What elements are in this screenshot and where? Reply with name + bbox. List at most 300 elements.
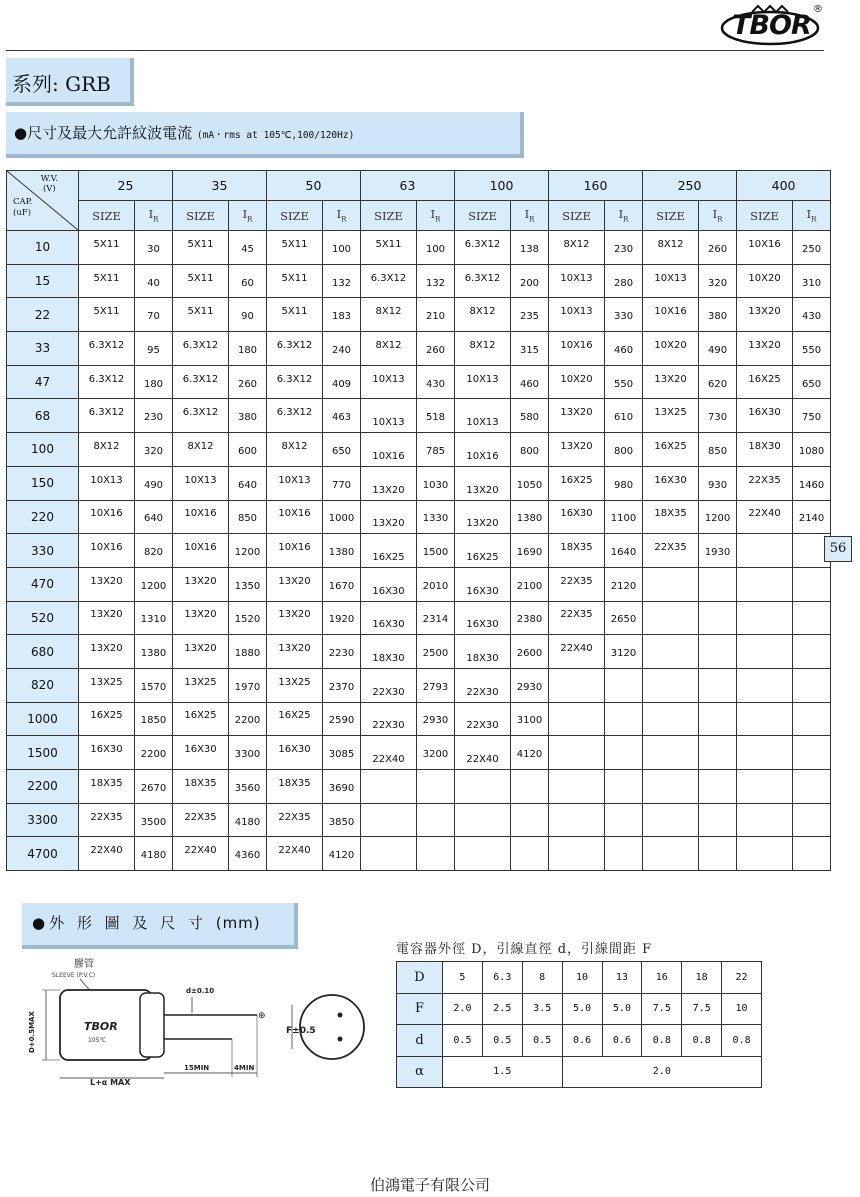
ripple-current-cell: 1670: [323, 567, 361, 601]
length-label: L+α MAX: [90, 1078, 131, 1087]
capacitance-cell: 220: [7, 500, 79, 534]
ripple-current-cell: 3200: [417, 736, 455, 770]
ripple-current-cell: 230: [605, 231, 643, 265]
size-cell: 22X35: [79, 803, 135, 837]
capacitance-cell: 47: [7, 365, 79, 399]
size-cell: 16X30: [455, 601, 511, 635]
ripple-current-cell: 380: [699, 298, 737, 332]
size-cell: 8X12: [361, 298, 417, 332]
size-cell: 13X20: [455, 466, 511, 500]
voltage-header: 63: [361, 171, 455, 201]
ripple-current-cell: 980: [605, 466, 643, 500]
size-cell: [643, 635, 699, 669]
size-column-header: SIZE: [79, 201, 135, 231]
voltage-header: 400: [737, 171, 831, 201]
ripple-current-cell: 330: [605, 298, 643, 332]
size-cell: 10X13: [455, 399, 511, 433]
size-cell: 22X40: [455, 736, 511, 770]
size-cell: 10X13: [361, 399, 417, 433]
size-cell: 10X13: [267, 466, 323, 500]
size-cell: 5X11: [361, 231, 417, 265]
size-cell: 10X16: [79, 534, 135, 568]
ripple-current-cell: [793, 668, 831, 702]
sleeve-sub-label: SLEEVE (P.V.C): [52, 972, 96, 979]
size-cell: 6.3X12: [173, 399, 229, 433]
dim-cell: 18: [682, 962, 722, 994]
size-cell: [455, 837, 511, 871]
ripple-current-cell: [793, 803, 831, 837]
size-column-header: SIZE: [643, 201, 699, 231]
ripple-current-cell: 1330: [417, 500, 455, 534]
size-cell: 13X20: [361, 466, 417, 500]
dim-cell: 2.5: [482, 993, 522, 1025]
size-cell: 6.3X12: [267, 399, 323, 433]
size-cell: 13X20: [737, 298, 793, 332]
size-cell: 22X35: [549, 601, 605, 635]
size-cell: [737, 736, 793, 770]
ripple-current-cell: 320: [135, 433, 173, 467]
size-cell: 13X20: [643, 365, 699, 399]
size-cell: 16X30: [455, 567, 511, 601]
size-cell: [361, 770, 417, 804]
size-cell: 5X11: [79, 264, 135, 298]
ripple-current-cell: [605, 736, 643, 770]
ripple-current-cell: 2370: [323, 668, 361, 702]
dim-cell: 8: [522, 962, 562, 994]
size-cell: [737, 635, 793, 669]
dim-label-D: D: [397, 962, 443, 994]
table-corner-cell: [7, 171, 79, 231]
size-cell: 16X25: [267, 702, 323, 736]
size-cell: 13X20: [79, 567, 135, 601]
ripple-current-cell: 235: [511, 298, 549, 332]
ripple-current-cell: 2930: [511, 668, 549, 702]
ripple-current-cell: 2650: [605, 601, 643, 635]
table-row: [7, 803, 831, 837]
ripple-current-cell: 3850: [323, 803, 361, 837]
ripple-current-cell: 95: [135, 332, 173, 366]
size-cell: 10X16: [173, 500, 229, 534]
table-row: [7, 837, 831, 871]
ripple-current-cell: 100: [323, 231, 361, 265]
ripple-current-cell: 4360: [229, 837, 267, 871]
size-cell: 13X25: [79, 668, 135, 702]
ripple-current-cell: 2100: [511, 567, 549, 601]
size-cell: 10X20: [737, 264, 793, 298]
ripple-current-cell: 100: [417, 231, 455, 265]
size-cell: [643, 668, 699, 702]
dim-cell: 5: [443, 962, 483, 994]
ripple-current-cell: 260: [417, 332, 455, 366]
size-cell: 10X16: [79, 500, 135, 534]
ripple-current-cell: 1350: [229, 567, 267, 601]
dim-cell: 6.3: [482, 962, 522, 994]
size-cell: 22X35: [173, 803, 229, 837]
capacitance-cell: 3300: [7, 803, 79, 837]
table-row: [7, 668, 831, 702]
capacitance-cell: 4700: [7, 837, 79, 871]
capacitance-cell: 10: [7, 231, 79, 265]
lead-spacing-label: F±0.5: [286, 1026, 316, 1036]
dimension-heading-panel: [22, 903, 298, 949]
size-cell: 10X13: [455, 365, 511, 399]
size-cell: [643, 601, 699, 635]
capacitance-cell: 680: [7, 635, 79, 669]
ripple-current-cell: 2590: [323, 702, 361, 736]
size-cell: 16X25: [549, 466, 605, 500]
size-cell: 10X16: [455, 433, 511, 467]
size-cell: 16X30: [549, 500, 605, 534]
size-cell: [643, 770, 699, 804]
size-cell: 6.3X12: [455, 264, 511, 298]
ripple-current-cell: 409: [323, 365, 361, 399]
size-column-header: SIZE: [737, 201, 793, 231]
size-cell: [361, 837, 417, 871]
table-row: [7, 500, 831, 534]
voltage-header-row: [7, 171, 831, 201]
size-cell: 6.3X12: [455, 231, 511, 265]
dim-row-F: [397, 993, 762, 1025]
size-cell: 10X13: [79, 466, 135, 500]
size-cell: 8X12: [361, 332, 417, 366]
voltage-header: 25: [79, 171, 173, 201]
size-cell: 16X30: [737, 399, 793, 433]
dim-row-alpha: [397, 1056, 762, 1088]
registered-mark: ®: [813, 4, 823, 15]
size-cell: 13X20: [173, 635, 229, 669]
size-cell: [361, 803, 417, 837]
ripple-current-cell: [699, 803, 737, 837]
ripple-current-cell: 1880: [229, 635, 267, 669]
body-logo-text: TBOR: [84, 1020, 118, 1033]
size-column-header: SIZE: [455, 201, 511, 231]
voltage-header: 160: [549, 171, 643, 201]
size-cell: 22X40: [173, 837, 229, 871]
dim-cell: 7.5: [642, 993, 682, 1025]
ripple-current-cell: [605, 668, 643, 702]
ripple-current-cell: 132: [323, 264, 361, 298]
ripple-current-cell: [699, 601, 737, 635]
ripple-current-cell: [793, 702, 831, 736]
dim-cell: 2.0: [443, 993, 483, 1025]
series-panel: [6, 58, 134, 106]
size-cell: 18X30: [361, 635, 417, 669]
column-header-row: [7, 201, 831, 231]
table-row: [7, 635, 831, 669]
ripple-column-header: $I_R$: [229, 201, 267, 231]
dim-cell: 1.5: [443, 1056, 563, 1088]
ripple-current-cell: 2380: [511, 601, 549, 635]
table-row: [7, 298, 831, 332]
dim-cell: 5.0: [602, 993, 642, 1025]
dim-cell: 16: [642, 962, 682, 994]
ripple-current-cell: 183: [323, 298, 361, 332]
table-row: [7, 567, 831, 601]
size-cell: 18X35: [79, 770, 135, 804]
ripple-current-cell: 460: [605, 332, 643, 366]
size-cell: 13X20: [737, 332, 793, 366]
ripple-current-cell: 2793: [417, 668, 455, 702]
size-cell: 22X40: [267, 837, 323, 871]
size-cell: 13X25: [267, 668, 323, 702]
size-cell: 18X35: [549, 534, 605, 568]
header-rule: [6, 50, 824, 51]
corner-cap-label: CAP. (uF): [13, 197, 33, 218]
ripple-current-cell: 1460: [793, 466, 831, 500]
ripple-current-cell: 1050: [511, 466, 549, 500]
ripple-current-cell: 210: [417, 298, 455, 332]
ripple-current-cell: [511, 770, 549, 804]
size-cell: 22X40: [549, 635, 605, 669]
dim-cell: 0.5: [482, 1025, 522, 1057]
ripple-current-cell: 1310: [135, 601, 173, 635]
ripple-current-cell: 2140: [793, 500, 831, 534]
size-cell: 16X25: [643, 433, 699, 467]
lead-min-label: 15MIN: [184, 1064, 210, 1072]
size-cell: [737, 601, 793, 635]
ripple-current-cell: 3300: [229, 736, 267, 770]
ripple-current-cell: [699, 668, 737, 702]
size-cell: 16X25: [361, 534, 417, 568]
ripple-current-cell: 260: [229, 365, 267, 399]
dimension-table: [396, 961, 762, 1088]
size-cell: 5X11: [267, 231, 323, 265]
ripple-current-cell: 2670: [135, 770, 173, 804]
size-cell: 13X20: [267, 567, 323, 601]
size-cell: 5X11: [79, 231, 135, 265]
size-cell: 6.3X12: [361, 264, 417, 298]
size-cell: 6.3X12: [79, 332, 135, 366]
ripple-current-cell: 1500: [417, 534, 455, 568]
ripple-current-cell: 460: [511, 365, 549, 399]
ripple-column-header: $I_R$: [417, 201, 455, 231]
ripple-current-cell: 580: [511, 399, 549, 433]
ripple-current-cell: 430: [793, 298, 831, 332]
dim-cell: 0.8: [682, 1025, 722, 1057]
ripple-current-cell: 3690: [323, 770, 361, 804]
size-cell: 5X11: [173, 264, 229, 298]
dim-cell: 0.8: [722, 1025, 762, 1057]
size-cell: [643, 803, 699, 837]
size-cell: 13X20: [267, 601, 323, 635]
size-cell: 22X35: [643, 534, 699, 568]
page-number: 56: [824, 536, 852, 562]
ripple-current-cell: 1000: [323, 500, 361, 534]
size-cell: 8X12: [643, 231, 699, 265]
lead-diameter-label: d±0.10: [186, 987, 215, 995]
size-cell: [737, 803, 793, 837]
capacitance-cell: 330: [7, 534, 79, 568]
body-temp-text: 105℃: [88, 1037, 107, 1044]
ripple-current-cell: [699, 635, 737, 669]
size-cell: [737, 770, 793, 804]
ripple-current-cell: [699, 770, 737, 804]
dimension-title: ●外 形 圖 及 尺 寸 (mm): [32, 914, 261, 932]
ripple-current-cell: 1520: [229, 601, 267, 635]
section-title-text: ●尺寸及最大允許紋波電流: [14, 124, 193, 142]
ripple-current-cell: [511, 837, 549, 871]
ripple-current-cell: 4180: [135, 837, 173, 871]
ripple-current-cell: 1030: [417, 466, 455, 500]
size-cell: [455, 770, 511, 804]
size-column-header: SIZE: [549, 201, 605, 231]
dim-cell: 10: [562, 962, 602, 994]
ripple-current-cell: 800: [605, 433, 643, 467]
ripple-current-cell: 1200: [135, 567, 173, 601]
size-cell: 13X20: [267, 635, 323, 669]
ripple-current-cell: 610: [605, 399, 643, 433]
ripple-current-cell: 600: [229, 433, 267, 467]
ripple-current-cell: 1200: [229, 534, 267, 568]
lead-4min-label: 4MIN: [234, 1064, 255, 1072]
size-cell: 16X25: [737, 365, 793, 399]
capacitance-cell: 820: [7, 668, 79, 702]
size-cell: 18X30: [737, 433, 793, 467]
dim-cell: 2.0: [562, 1056, 761, 1088]
ripple-current-cell: 4180: [229, 803, 267, 837]
ripple-column-header: $I_R$: [605, 201, 643, 231]
size-cell: 5X11: [173, 298, 229, 332]
ripple-current-cell: 310: [793, 264, 831, 298]
ripple-column-header: $I_R$: [793, 201, 831, 231]
size-cell: 22X30: [455, 668, 511, 702]
ripple-current-cell: 1970: [229, 668, 267, 702]
dim-cell: 0.6: [562, 1025, 602, 1057]
ripple-current-cell: [417, 803, 455, 837]
ripple-current-cell: 4120: [511, 736, 549, 770]
ripple-current-cell: 230: [135, 399, 173, 433]
capacitance-cell: 1000: [7, 702, 79, 736]
capacitance-cell: 1500: [7, 736, 79, 770]
ripple-current-cell: [793, 770, 831, 804]
ripple-current-cell: 730: [699, 399, 737, 433]
size-cell: 10X16: [737, 231, 793, 265]
size-cell: [549, 702, 605, 736]
size-cell: 6.3X12: [267, 365, 323, 399]
ripple-current-cell: 820: [135, 534, 173, 568]
size-cell: 16X30: [361, 601, 417, 635]
ripple-current-cell: 60: [229, 264, 267, 298]
size-cell: 10X20: [643, 332, 699, 366]
ripple-current-cell: 620: [699, 365, 737, 399]
size-cell: 8X12: [173, 433, 229, 467]
ripple-current-cell: [793, 736, 831, 770]
size-cell: 22X30: [361, 702, 417, 736]
ripple-current-cell: 2500: [417, 635, 455, 669]
dim-cell: 0.6: [602, 1025, 642, 1057]
ripple-current-cell: 315: [511, 332, 549, 366]
size-cell: [549, 770, 605, 804]
table-row: [7, 399, 831, 433]
ripple-current-cell: 132: [417, 264, 455, 298]
ripple-column-header: $I_R$: [511, 201, 549, 231]
series-label: 系列: GRB: [12, 72, 111, 96]
ripple-column-header: $I_R$: [699, 201, 737, 231]
capacitance-cell: 33: [7, 332, 79, 366]
size-cell: 18X35: [173, 770, 229, 804]
ripple-current-cell: 2930: [417, 702, 455, 736]
size-cell: 18X35: [267, 770, 323, 804]
size-cell: [549, 668, 605, 702]
ripple-current-cell: [605, 837, 643, 871]
size-cell: 6.3X12: [79, 399, 135, 433]
ripple-current-cell: [699, 736, 737, 770]
size-cell: 13X20: [173, 601, 229, 635]
ripple-current-cell: 1380: [135, 635, 173, 669]
table-row: [7, 534, 831, 568]
ripple-current-cell: 785: [417, 433, 455, 467]
ripple-current-cell: 750: [793, 399, 831, 433]
ripple-current-cell: 1380: [511, 500, 549, 534]
ripple-current-cell: [511, 803, 549, 837]
size-cell: 6.3X12: [79, 365, 135, 399]
size-cell: [737, 702, 793, 736]
ripple-current-cell: 200: [511, 264, 549, 298]
ripple-current-cell: 2200: [229, 702, 267, 736]
size-cell: 10X16: [549, 332, 605, 366]
ripple-current-cell: [699, 567, 737, 601]
size-cell: 22X35: [737, 466, 793, 500]
size-cell: 8X12: [79, 433, 135, 467]
size-cell: 16X30: [173, 736, 229, 770]
ripple-current-cell: 280: [605, 264, 643, 298]
dim-label-alpha: α: [397, 1056, 443, 1088]
ripple-current-cell: 70: [135, 298, 173, 332]
ripple-current-cell: 550: [793, 332, 831, 366]
ripple-current-cell: 1850: [135, 702, 173, 736]
size-cell: 6.3X12: [267, 332, 323, 366]
ripple-current-cell: 1200: [699, 500, 737, 534]
ripple-current-cell: [699, 837, 737, 871]
size-cell: [643, 736, 699, 770]
table-row: [7, 231, 831, 265]
ripple-current-cell: 463: [323, 399, 361, 433]
ripple-current-cell: 2600: [511, 635, 549, 669]
size-cell: [737, 837, 793, 871]
ripple-current-cell: 2120: [605, 567, 643, 601]
size-cell: 10X13: [549, 298, 605, 332]
size-cell: 18X30: [455, 635, 511, 669]
size-cell: 5X11: [173, 231, 229, 265]
size-column-header: SIZE: [173, 201, 229, 231]
ripple-column-header: $I_R$: [323, 201, 361, 231]
ripple-current-cell: 800: [511, 433, 549, 467]
size-cell: 10X13: [643, 264, 699, 298]
size-cell: 13X25: [643, 399, 699, 433]
ripple-current-cell: [417, 837, 455, 871]
ripple-current-cell: 3120: [605, 635, 643, 669]
capacitance-cell: 2200: [7, 770, 79, 804]
ripple-current-cell: [605, 770, 643, 804]
size-cell: 16X25: [173, 702, 229, 736]
size-cell: 22X30: [455, 702, 511, 736]
size-cell: 10X13: [361, 365, 417, 399]
size-cell: 10X16: [361, 433, 417, 467]
ripple-current-cell: 1100: [605, 500, 643, 534]
dim-row-d: [397, 1025, 762, 1057]
capacitor-outline-drawing: [22, 955, 372, 1090]
size-cell: 22X40: [361, 736, 417, 770]
section-title: [14, 122, 354, 143]
capacitance-cell: 22: [7, 298, 79, 332]
capacitance-cell: 470: [7, 567, 79, 601]
ripple-current-cell: 250: [793, 231, 831, 265]
size-cell: 16X30: [361, 567, 417, 601]
size-cell: 6.3X12: [173, 332, 229, 366]
svg-text:⊕: ⊕: [258, 1011, 266, 1021]
ripple-current-cell: [417, 770, 455, 804]
ripple-current-cell: 640: [135, 500, 173, 534]
